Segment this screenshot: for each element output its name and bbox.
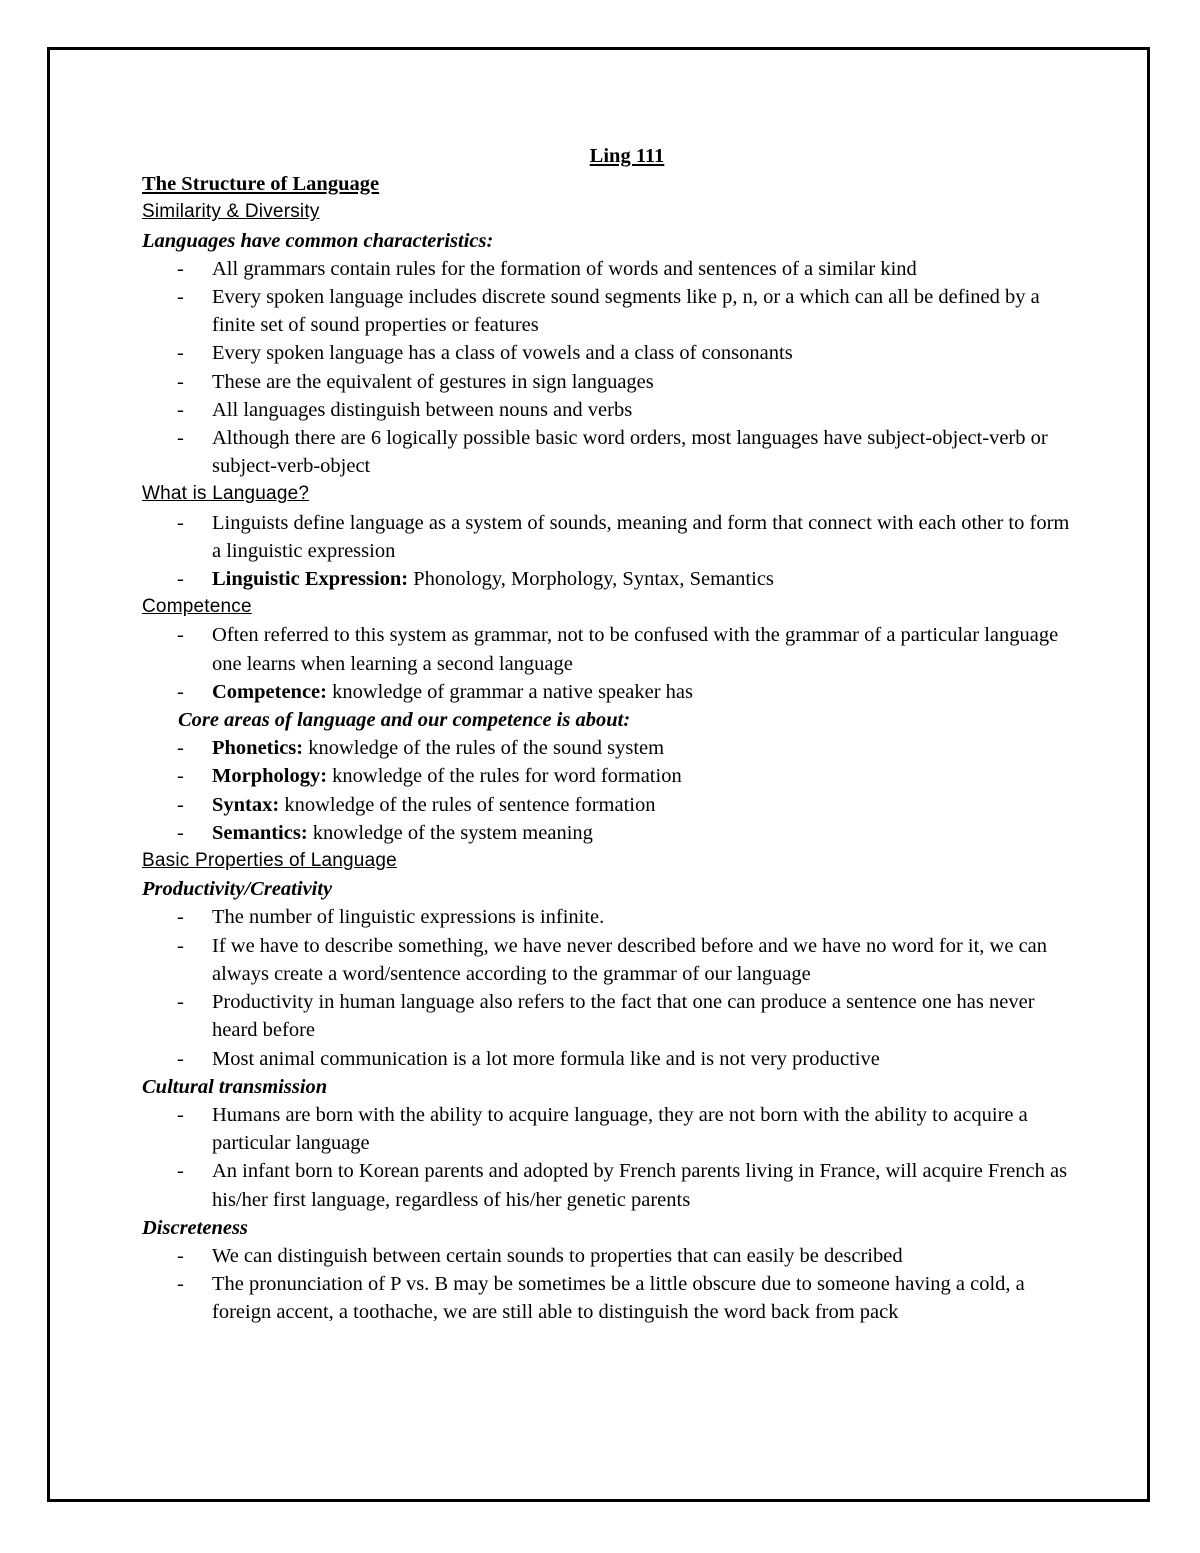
list-item <box>142 734 1072 762</box>
list-item: - All grammars contain rules for the formation of words and sentences of a similar kind <box>142 255 1072 283</box>
discreteness-label: Discreteness <box>142 1216 248 1239</box>
list-item <box>142 565 1072 593</box>
main-heading: The Structure of Language <box>142 173 380 196</box>
cultural-transmission-label: Cultural transmission <box>142 1075 328 1098</box>
section-basic-properties-title: Basic Properties of Language <box>142 850 397 872</box>
list-item: - The number of linguistic expressions is infinite. <box>142 903 1072 931</box>
list-item: - All languages distinguish between nouns and verbs <box>142 396 1072 424</box>
list-item: - Linguists define language as a system of sounds, meaning and form that connect with each other to form a linguistic expression <box>142 509 1072 565</box>
cultural-transmission-list <box>142 1101 1072 1214</box>
definition: knowledge of the rules of sentence formation <box>279 793 656 816</box>
productivity-label: Productivity/Creativity <box>142 878 333 901</box>
definition: knowledge of the rules of the sound system <box>303 737 665 760</box>
list-item <box>142 762 1072 790</box>
list-item: - Every spoken language includes discrete sound segments like p, n, or a which can all be defined by a finite set of sound properties or features <box>142 283 1072 339</box>
definition: knowledge of grammar a native speaker has <box>326 680 693 703</box>
competence-list <box>142 621 1072 706</box>
list-item: - Although there are 6 logically possible basic word orders, most languages have subject-object-verb or subject-verb-object <box>142 424 1072 480</box>
list-item: - We can distinguish between certain sounds to properties that can easily be described <box>142 1242 1072 1270</box>
term: Morphology: <box>212 765 328 788</box>
section-competence-title: Competence <box>142 596 252 618</box>
discreteness-list <box>142 1242 1072 1327</box>
term: Linguistic Expression: <box>212 568 409 591</box>
list-item: - Most animal communication is a lot more formula like and is not very productive <box>142 1045 1072 1073</box>
list-item: - Productivity in human language also refers to the fact that one can produce a sentence one has never heard before <box>142 988 1072 1044</box>
definition: knowledge of the rules for word formation <box>327 765 682 788</box>
document-body <box>142 142 1072 1327</box>
definition: knowledge of the system meaning <box>307 821 593 844</box>
term: Semantics: <box>212 821 308 844</box>
course-title: Ling 111 <box>589 145 665 167</box>
definition: Phonology, Morphology, Syntax, Semantics <box>408 568 774 591</box>
term: Syntax: <box>212 793 280 816</box>
list-item: - Every spoken language has a class of vowels and a class of consonants <box>142 339 1072 367</box>
list-item <box>142 819 1072 847</box>
list-item: - Often referred to this system as grammar, not to be confused with the grammar of a particular language one learns when learning a second language <box>142 621 1072 677</box>
characteristics-list <box>142 255 1072 481</box>
what-is-language-list <box>142 509 1072 594</box>
list-item: - If we have to describe something, we have never described before and we have no word for it, we can always create a word/sentence according to the grammar of our language <box>142 932 1072 988</box>
list-item <box>142 678 1072 706</box>
common-characteristics-label: Languages have common characteristics: <box>142 229 494 252</box>
term: Phonetics: <box>212 737 304 760</box>
list-item <box>142 791 1072 819</box>
term: Competence: <box>212 680 327 703</box>
list-item: - The pronunciation of P vs. B may be sometimes be a little obscure due to someone having a cold, a foreign accent, a toothache, we are still able to distinguish the word back from pack <box>142 1270 1072 1326</box>
section-similarity-title: Similarity & Diversity <box>142 201 320 223</box>
list-item: - An infant born to Korean parents and adopted by French parents living in France, will acquire French as his/her first language, regardless of his/her genetic parents <box>142 1157 1072 1213</box>
core-areas-label: Core areas of language and our competence is about: <box>178 709 631 732</box>
core-areas-list <box>142 734 1072 847</box>
productivity-list <box>142 903 1072 1072</box>
list-item: - Humans are born with the ability to acquire language, they are not born with the ability to acquire a particular language <box>142 1101 1072 1157</box>
section-what-is-language-title: What is Language? <box>142 483 310 505</box>
list-item: - These are the equivalent of gestures in sign languages <box>142 368 1072 396</box>
